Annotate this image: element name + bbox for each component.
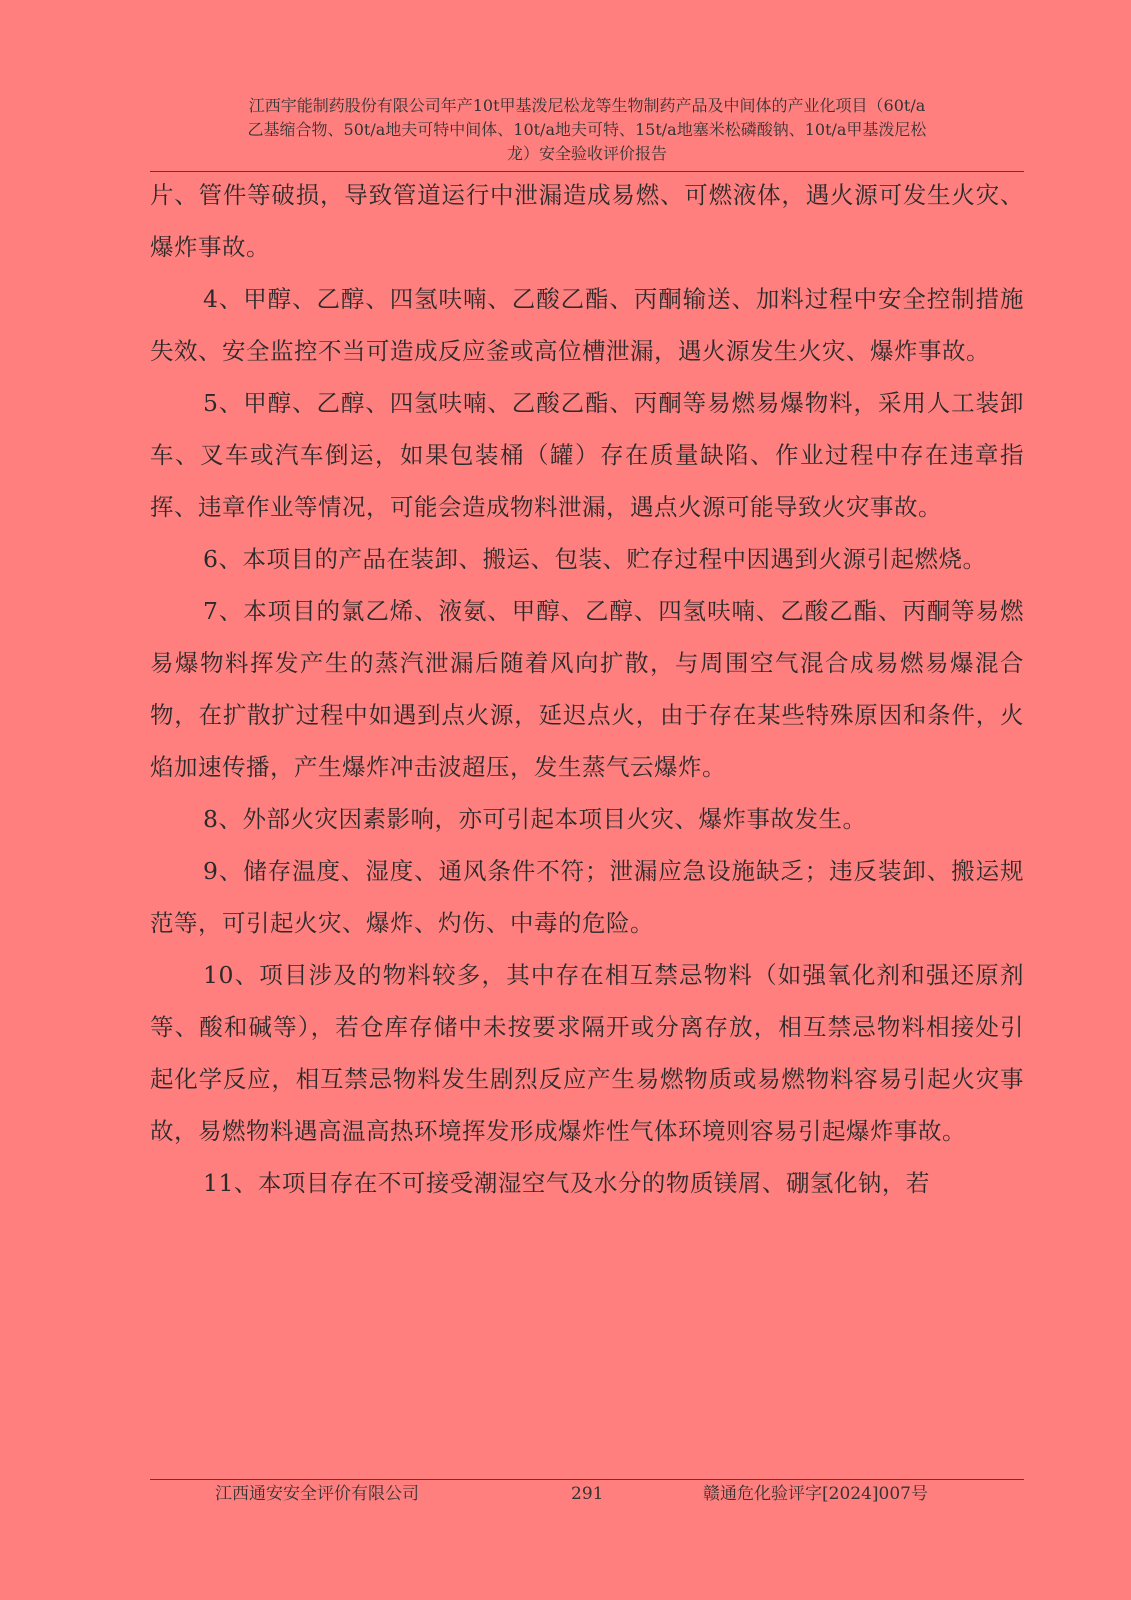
document-number: 赣通危化验评字[2024]007号: [703, 1484, 928, 1504]
page-header: [150, 94, 1024, 170]
paragraph-item-9: 9、储存温度、湿度、通风条件不符；泄漏应急设施缺乏；违反装卸、搬运规范等，可引起火灾、爆炸、灼伤、中毒的危险。: [150, 857, 1024, 937]
page-footer: [150, 1482, 1024, 1512]
header-line-2: 乙基缩合物、50t/a地夫可特中间体、10t/a地夫可特、15t/a地塞米松磷酸钠、10t/a甲基泼尼松: [247, 120, 927, 139]
paragraph-item-4: 4、甲醇、乙醇、四氢呋喃、乙酸乙酯、丙酮输送、加料过程中安全控制措施失效、安全监控不当可造成反应釜或高位槽泄漏，遇火源发生火灾、爆炸事故。: [150, 285, 1024, 365]
paragraph-item-8: 8、外部火灾因素影响，亦可引起本项目火灾、爆炸事故发生。: [203, 805, 867, 833]
paragraph-item-7: 7、本项目的氯乙烯、液氨、甲醇、乙醇、四氢呋喃、乙酸乙酯、丙酮等易燃易爆物料挥发产生的蒸汽泄漏后随着风向扩散，与周围空气混合成易燃易爆混合物，在扩散扩过程中如遇到点火源，延迟点火，由于存在某些特殊原因和条件，火焰加速传播，产生爆炸冲击波超压，发生蒸气云爆炸。: [150, 597, 1024, 781]
page-number: 291: [571, 1484, 604, 1504]
paragraph-item-10: 10、项目涉及的物料较多，其中存在相互禁忌物料（如强氧化剂和强还原剂等、酸和碱等），若仓库存储中未按要求隔开或分离存放，相互禁忌物料相接处引起化学反应，相互禁忌物料发生剧烈反应产生易燃物质或易燃物料容易引起火灾事故，易燃物料遇高温高热环境挥发形成爆炸性气体环境则容易引起爆炸事故。: [150, 961, 1024, 1145]
paragraph-item-5: 5、甲醇、乙醇、四氢呋喃、乙酸乙酯、丙酮等易燃易爆物料，采用人工装卸车、叉车或汽车倒运，如果包装桶（罐）存在质量缺陷、作业过程中存在违章指挥、违章作业等情况，可能会造成物料泄漏，遇点火源可能导致火灾事故。: [150, 389, 1024, 521]
paragraph-item-11: 11、本项目存在不可接受潮湿空气及水分的物质镁屑、硼氢化钠，若: [203, 1169, 930, 1197]
document-body: [150, 169, 1024, 1209]
header-line-3: 龙）安全验收评价报告: [506, 144, 667, 163]
paragraph-item-6: 6、本项目的产品在装卸、搬运、包装、贮存过程中因遇到火源引起燃烧。: [203, 545, 987, 573]
header-line-1: 江西宇能制药股份有限公司年产10t甲基泼尼松龙等生物制药产品及中间体的产业化项目（60t/a: [248, 96, 926, 115]
footer-divider: [150, 1479, 1024, 1480]
footer-company-name: 江西通安安全评价有限公司: [215, 1484, 419, 1504]
paragraph-continuation: 片、管件等破损，导致管道运行中泄漏造成易燃、可燃液体，遇火源可发生火灾、爆炸事故。: [150, 181, 1024, 261]
